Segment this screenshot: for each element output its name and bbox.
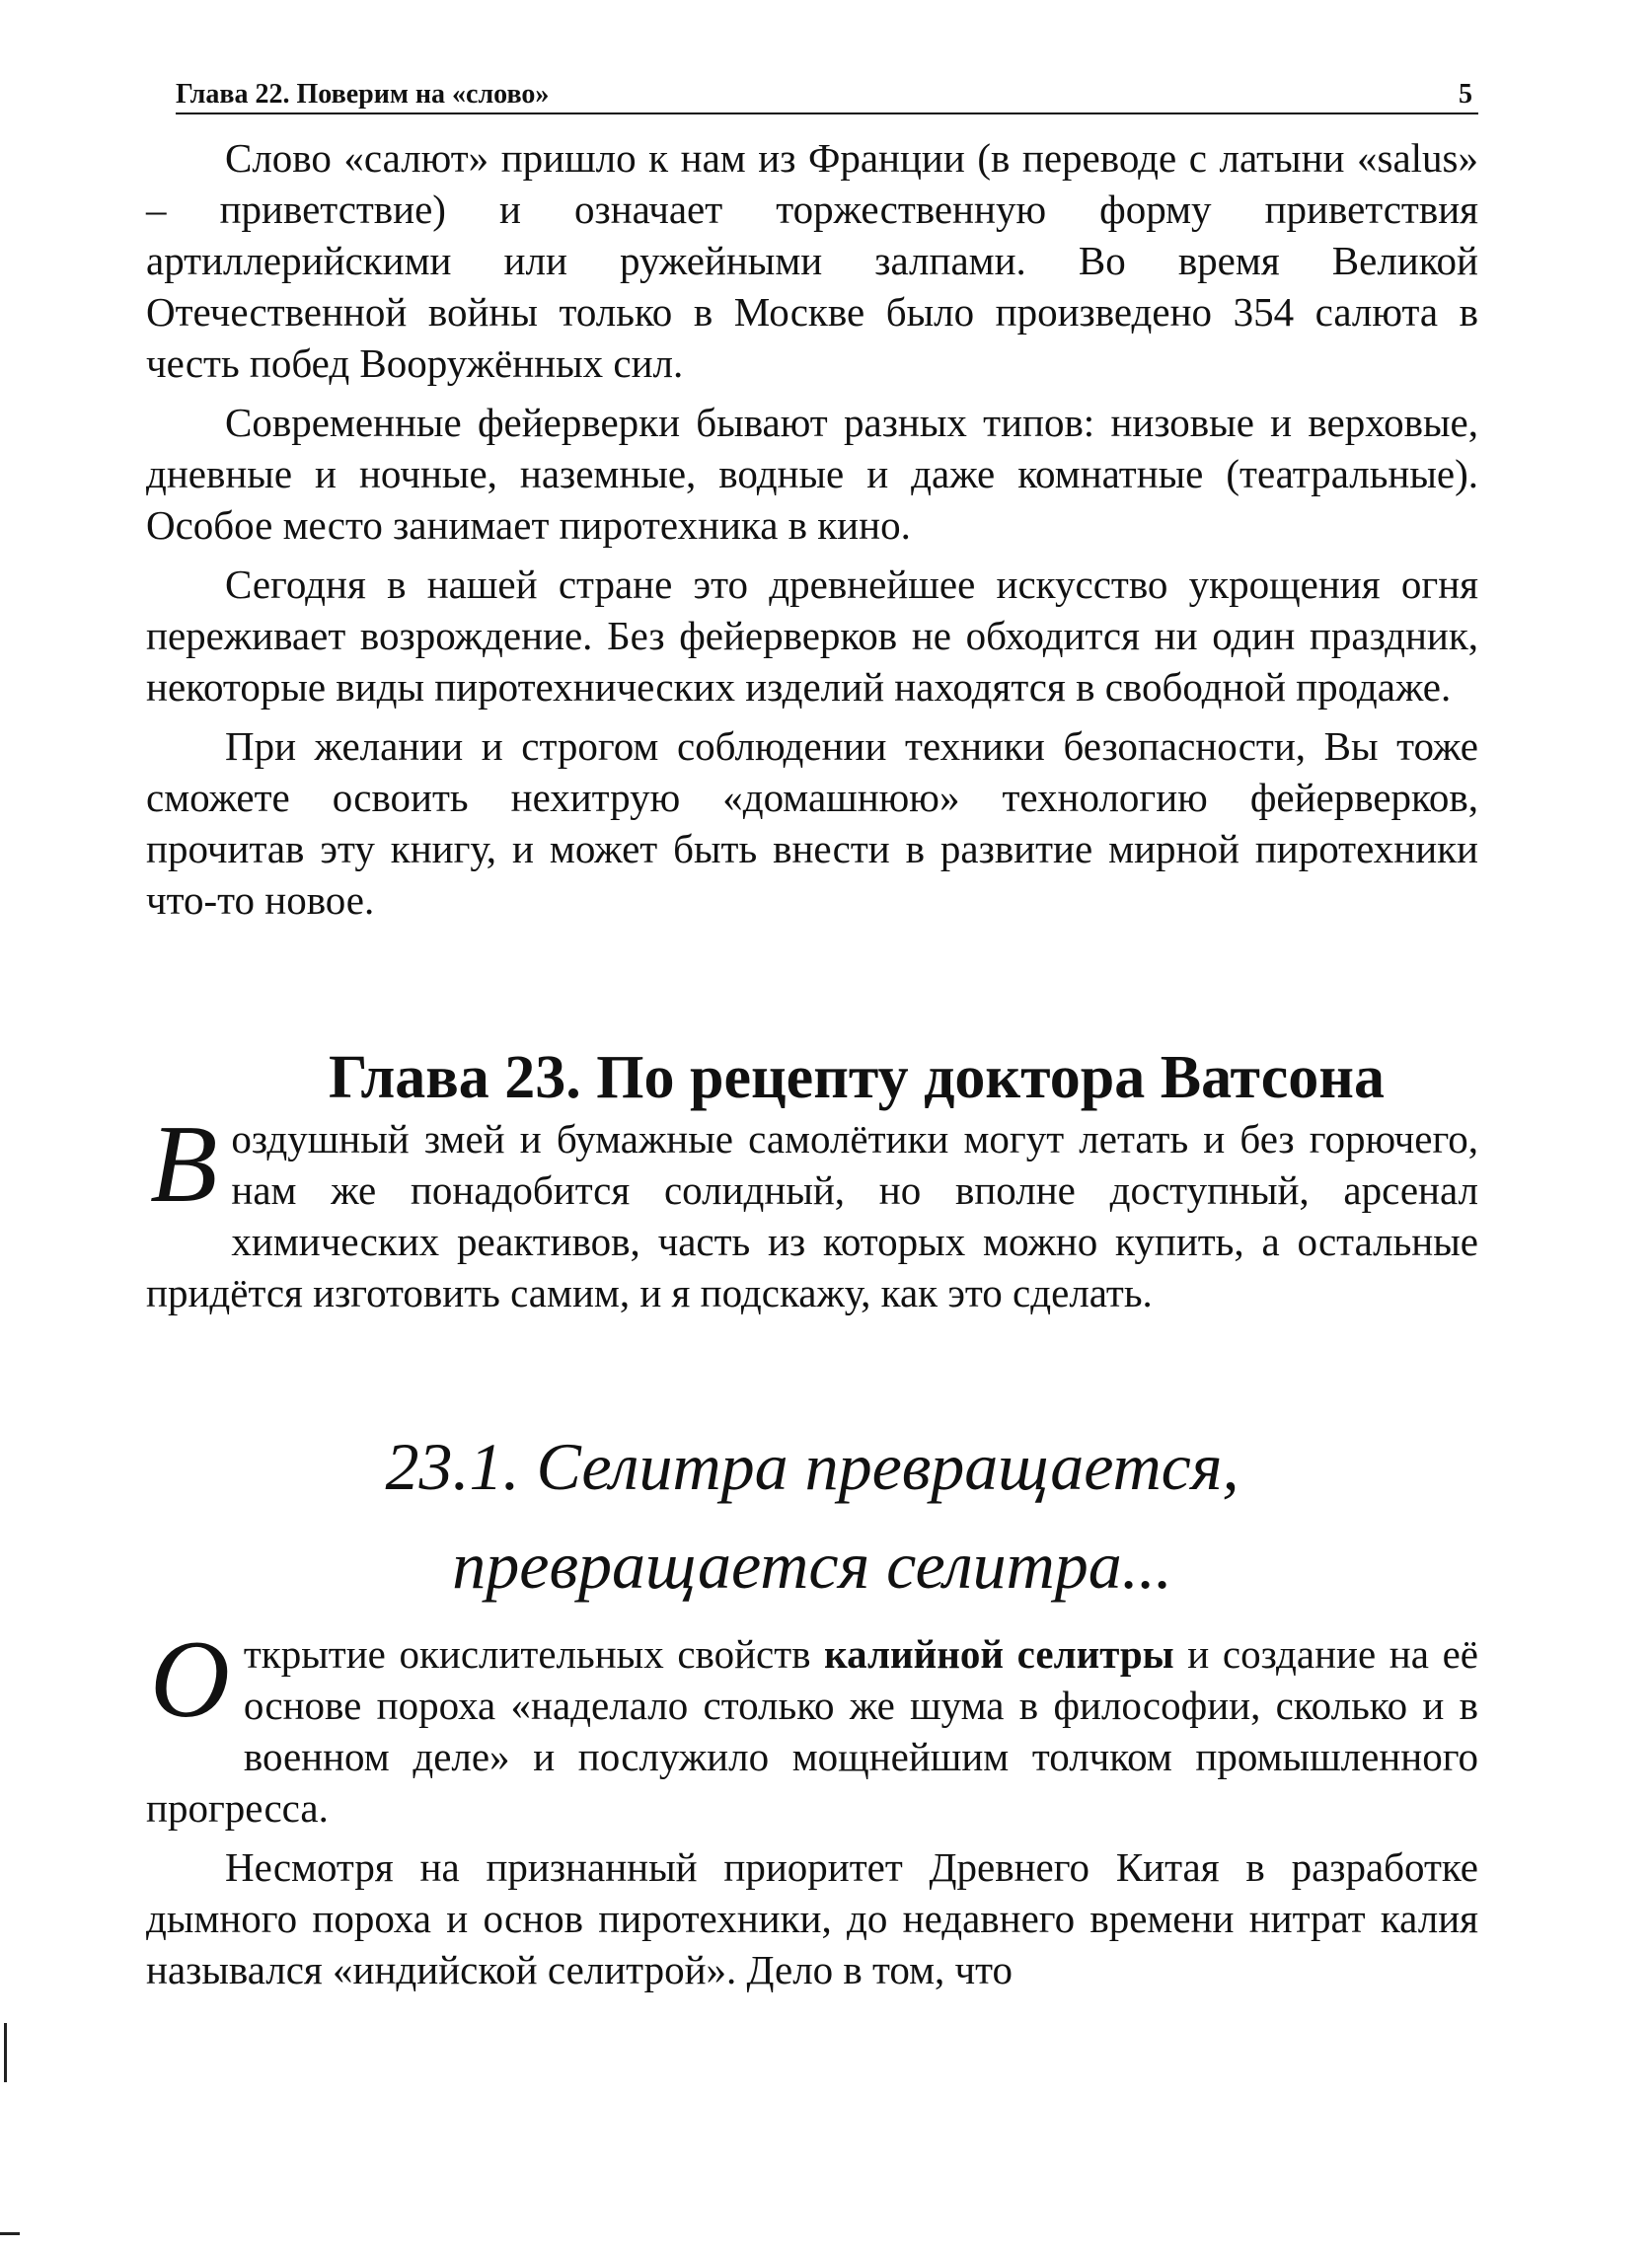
paragraph-revival: Сегодня в нашей стране это древнейшее искусство укрощения огня переживает возрождение. Без фейерверков не обходится ни один праздник, некоторые виды пиротехнических изделий находятся в свободной продаже. xyxy=(146,562,1478,710)
section-23-1-text xyxy=(146,1618,1478,1995)
chapter-23-text xyxy=(146,1103,1478,1318)
saltpeter-term: калийной селитры xyxy=(824,1631,1174,1677)
section-title-line-2: превращается селитра... xyxy=(452,1528,1172,1603)
chapter-23-title: Глава 23. По рецепту доктора Ватсона xyxy=(329,1044,1385,1111)
running-header xyxy=(176,79,1478,114)
saltpeter-text-start: ткрытие окислительных свойств xyxy=(243,1631,825,1677)
section-title-line-1: 23.1. Селитра превращается, xyxy=(385,1429,1239,1504)
chapter-23-intro xyxy=(146,1103,1478,1318)
header-chapter-ref: Глава 22. Поверим на «слово» xyxy=(176,79,550,110)
dropcap-o: О xyxy=(150,1618,230,1741)
page-number: 5 xyxy=(1459,79,1472,110)
chapter-23-intro-text: оздушный змей и бумажные самолётики могут летать и без горючего, нам же понадобится солидный, но вполне доступный, арсенал химических реактивов, часть из которых можно купить, а остальные придётся изготовить самим, и я подскажу, как это сделать. xyxy=(146,1116,1478,1315)
paragraph-fireworks-types: Современные фейерверки бывают разных типов: низовые и верховые, дневные и ночные, наземные, водные и даже комнатные (театральные). Особое место занимает пиротехника в кино. xyxy=(146,400,1478,548)
section-23-1-title xyxy=(146,1417,1478,1614)
section-paragraph-china: Несмотря на признанный приоритет Древнего Китая в разработке дымного пороха и основ пиротехники, до недавнего времени нитрат калия назывался «индийской селитрой». Дело в том, что xyxy=(146,1844,1478,1992)
section-paragraph-saltpeter xyxy=(146,1618,1478,1834)
saltpeter-text-end: и создание на её основе пороха «наделало столько же шума в философии, сколько и в военном деле» и послужило мощнейшим толчком промышленного прогресса. xyxy=(146,1631,1478,1831)
paragraph-salute: Слово «салют» пришло к нам из Франции (в переводе с латыни «salus» – приветствие) и означает торжественную форму приветствия артиллерийскими или ружейными залпами. Во время Великой Отечественной войны только в Москве было произведено 354 салюта в честь побед Вооружённых сил. xyxy=(146,135,1478,386)
chapter-22-text xyxy=(146,132,1478,926)
scan-corner-mark xyxy=(0,2232,20,2235)
dropcap-v: В xyxy=(150,1103,218,1226)
paragraph-safety: При желании и строгом соблюдении техники безопасности, Вы тоже сможете освоить нехитрую «домашнюю» технологию фейерверков, прочитав эту книгу, и может быть внести в развитие мирной пиротехники что-то новое. xyxy=(146,723,1478,923)
scan-margin-mark xyxy=(4,2023,7,2082)
book-page xyxy=(146,79,1478,1995)
